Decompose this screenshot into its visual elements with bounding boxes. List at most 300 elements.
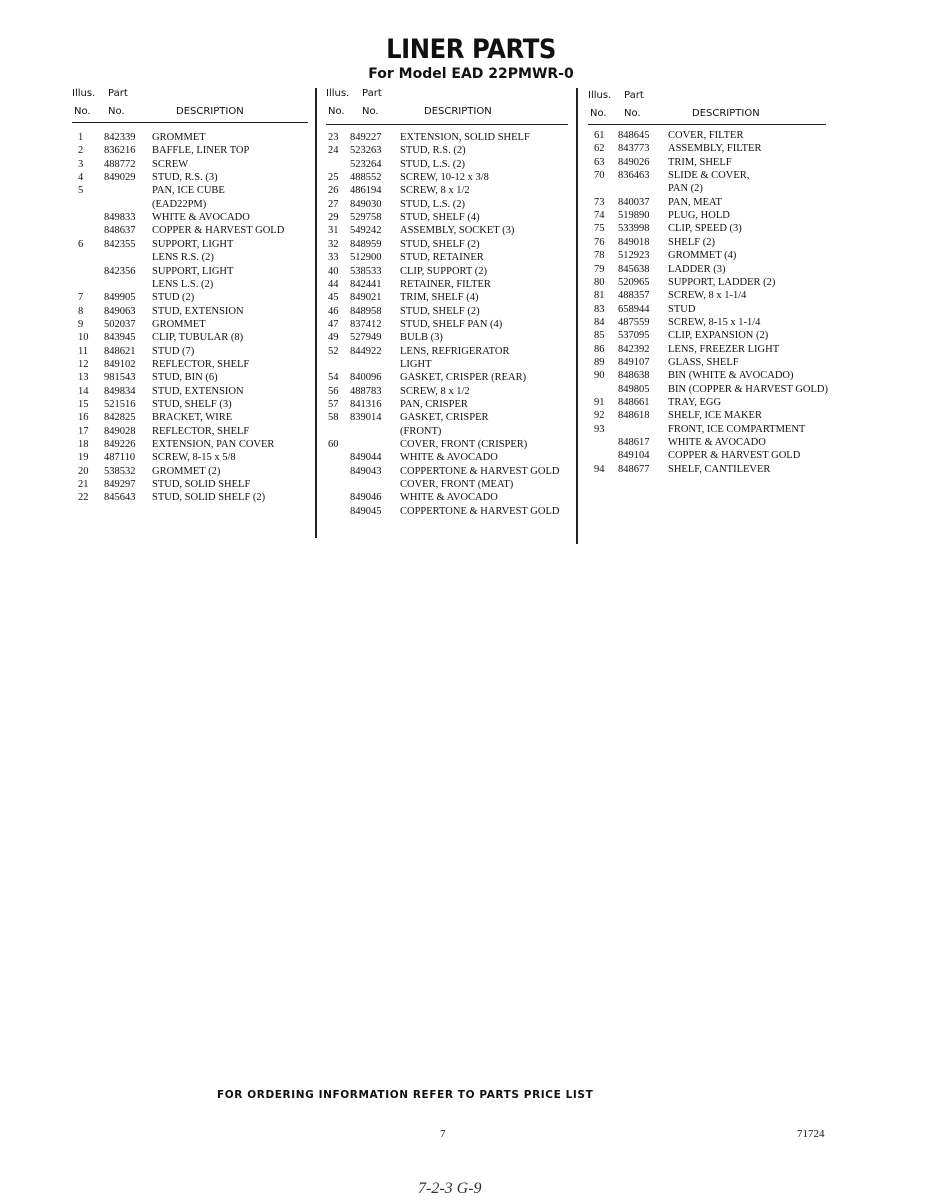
illus-number: 79 [594, 263, 605, 275]
illus-number: 9 [78, 318, 84, 330]
part-number: 849104 [618, 450, 650, 462]
part-number: 848638 [618, 370, 650, 382]
parts-row [326, 491, 598, 504]
ordering-info-note: FOR ORDERING INFORMATION REFER TO PARTS PRICE LIST [217, 1089, 594, 1101]
part-number: 848677 [618, 463, 650, 475]
part-description: SCREW, 8 x 1/2 [400, 185, 470, 197]
parts-row [72, 451, 338, 464]
parts-row [326, 425, 598, 438]
parts-row [326, 238, 598, 251]
illus-number: 63 [594, 156, 605, 168]
illus-number: 16 [78, 412, 89, 424]
illus-number: 92 [594, 410, 605, 422]
part-description: TRIM, SHELF (4) [400, 292, 479, 304]
part-description: WHITE & AVOCADO [668, 437, 766, 449]
part-number: 848958 [350, 305, 382, 317]
part-description: BULB (3) [400, 332, 443, 344]
part-description: SCREW, 8 x 1-1/4 [668, 290, 747, 302]
part-number: 849021 [350, 292, 382, 304]
part-number: 549242 [350, 225, 382, 237]
part-number: 849297 [104, 479, 136, 491]
part-number: 840037 [618, 196, 650, 208]
parts-row [326, 265, 598, 278]
parts-row [72, 131, 338, 144]
part-description: SCREW, 8-15 x 1-1/4 [668, 316, 761, 328]
parts-row [326, 318, 598, 331]
part-number: 842339 [104, 132, 136, 143]
part-number: 523264 [350, 158, 382, 170]
parts-row [588, 463, 856, 476]
parts-row [72, 465, 338, 478]
part-description: STUD, SOLID SHELF (2) [152, 492, 266, 504]
parts-row [72, 491, 338, 504]
part-number: 849028 [104, 425, 136, 437]
parts-row [72, 411, 338, 424]
part-number: 849043 [350, 465, 382, 477]
parts-row [326, 371, 598, 384]
parts-row [72, 438, 338, 451]
parts-row [588, 236, 856, 249]
parts-row [72, 305, 338, 318]
illus-number: 27 [328, 198, 339, 210]
illus-number: 14 [78, 385, 89, 397]
parts-row [588, 356, 856, 369]
part-description: SHELF, ICE MAKER [668, 410, 762, 422]
parts-row [326, 224, 598, 237]
part-description: STUD, EXTENSION [152, 385, 244, 397]
illus-number: 6 [78, 238, 84, 250]
parts-row [588, 303, 856, 316]
part-number: 836216 [104, 145, 136, 157]
part-description: BRACKET, WIRE [152, 412, 233, 424]
part-description: REFLECTOR, SHELF [152, 358, 250, 370]
part-description: SCREW [152, 158, 189, 170]
part-description: BIN (COPPER & HARVEST GOLD) [668, 383, 828, 395]
parts-row [588, 436, 856, 449]
parts-row [326, 465, 598, 478]
illus-number: 86 [594, 343, 605, 355]
parts-row [326, 211, 598, 224]
parts-row [588, 209, 856, 222]
parts-row [72, 385, 338, 398]
illus-number: 76 [594, 236, 605, 248]
parts-row [588, 289, 856, 302]
part-number: 849833 [104, 212, 136, 224]
part-description: LENS, REFRIGERATOR [400, 345, 510, 357]
illus-number: 3 [78, 158, 84, 170]
illus-number: 23 [328, 132, 339, 143]
parts-row [588, 196, 856, 209]
part-number: 849227 [350, 132, 382, 143]
parts-row [326, 198, 598, 211]
part-description: CLIP, TUBULAR (8) [152, 332, 244, 344]
illus-number: 5 [78, 185, 84, 197]
part-description: FRONT, ICE COMPARTMENT [668, 423, 806, 435]
part-number: 849805 [618, 383, 650, 395]
part-description: LADDER (3) [668, 263, 726, 275]
part-number: 849026 [618, 156, 650, 168]
part-description: EXTENSION, PAN COVER [152, 439, 275, 451]
part-number: 538533 [350, 265, 382, 277]
part-description: STUD, R.S. (2) [400, 145, 466, 157]
part-description: COPPERTONE & HARVEST GOLD [400, 505, 560, 517]
illus-number: 85 [594, 330, 605, 342]
parts-row [326, 385, 598, 398]
part-description: (EAD22PM) [152, 198, 207, 210]
parts-row [588, 156, 856, 169]
part-number: 488783 [350, 385, 382, 397]
parts-row [588, 449, 856, 462]
part-description: SHELF, CANTILEVER [668, 463, 771, 475]
parts-row [326, 171, 598, 184]
part-number: 488772 [104, 158, 136, 170]
part-description: GLASS, SHELF [668, 356, 739, 368]
part-description: STUD, L.S. (2) [400, 158, 466, 170]
part-description: SLIDE & COVER, [668, 170, 750, 182]
parts-row [588, 222, 856, 235]
part-description: SCREW, 8-15 x 5/8 [152, 452, 236, 464]
part-number: 487559 [618, 316, 650, 328]
part-description: TRAY, EGG [668, 397, 722, 408]
illus-number: 17 [78, 425, 89, 437]
part-number: 836463 [618, 170, 650, 182]
parts-row [588, 369, 856, 382]
part-description: GROMMET [152, 132, 206, 143]
part-number: 842355 [104, 238, 136, 250]
parts-row [588, 343, 856, 356]
illus-number: 49 [328, 332, 339, 344]
part-description: LENS R.S. (2) [152, 252, 214, 264]
illus-number: 4 [78, 172, 84, 184]
part-description: STUD, R.S. (3) [152, 172, 218, 184]
part-description: (FRONT) [400, 425, 442, 437]
parts-row [588, 396, 856, 409]
illus-number: 81 [594, 290, 605, 302]
part-description: STUD, SHELF PAN (4) [400, 318, 503, 330]
parts-row [72, 184, 338, 197]
header-illus-no: No. [590, 108, 607, 119]
part-description: ASSEMBLY, FILTER [668, 143, 762, 155]
part-number: 521516 [104, 399, 136, 410]
illus-number: 13 [78, 372, 89, 384]
header-underline [72, 122, 308, 123]
parts-row [326, 398, 598, 411]
header-part-label: Part [624, 90, 644, 101]
part-number: 842825 [104, 412, 136, 424]
illus-number: 78 [594, 250, 605, 262]
part-number: 487110 [104, 452, 136, 464]
part-number: 849834 [104, 385, 136, 397]
part-description: STUD, SOLID SHELF [152, 479, 251, 491]
part-description: STUD, SHELF (3) [152, 399, 232, 410]
part-description: GROMMET (2) [152, 465, 221, 477]
parts-row [72, 425, 338, 438]
illus-number: 22 [78, 492, 89, 504]
part-number: 841316 [350, 399, 382, 410]
part-description: BAFFLE, LINER TOP [152, 145, 250, 157]
illus-number: 73 [594, 196, 605, 208]
illus-number: 10 [78, 332, 89, 344]
part-number: 849107 [618, 356, 650, 368]
header-illus-label: Illus. [326, 88, 350, 99]
illus-number: 33 [328, 252, 339, 264]
header-underline [326, 124, 568, 125]
part-description: COVER, FRONT (MEAT) [400, 479, 514, 491]
illus-number: 94 [594, 463, 605, 475]
parts-row [72, 211, 338, 224]
part-number: 981543 [104, 372, 136, 384]
parts-row [326, 131, 598, 144]
part-number: 845643 [104, 492, 136, 504]
part-description: LIGHT [400, 358, 432, 370]
illus-number: 60 [328, 439, 339, 451]
part-description: CLIP, EXPANSION (2) [668, 330, 769, 342]
page-title: LINER PARTS [386, 34, 556, 65]
part-number: 849063 [104, 305, 136, 317]
parts-row [72, 398, 338, 411]
illus-number: 84 [594, 316, 605, 328]
part-description: LENS, FREEZER LIGHT [668, 343, 780, 355]
illus-number: 57 [328, 399, 339, 410]
parts-row [588, 263, 856, 276]
part-description: SCREW, 8 x 1/2 [400, 385, 470, 397]
header-illus-label: Illus. [588, 90, 612, 101]
part-number: 488552 [350, 172, 382, 184]
parts-row [72, 144, 338, 157]
part-number: 840096 [350, 372, 382, 384]
parts-row [72, 278, 338, 291]
part-description: WHITE & AVOCADO [400, 492, 498, 504]
part-description: SUPPORT, LIGHT [152, 238, 234, 250]
part-number: 842392 [618, 343, 650, 355]
illus-number: 74 [594, 210, 605, 222]
part-number: 848618 [618, 410, 650, 422]
illus-number: 90 [594, 370, 605, 382]
parts-row [326, 331, 598, 344]
part-number: 512900 [350, 252, 382, 264]
part-number: 848959 [350, 238, 382, 250]
part-number: 849045 [350, 505, 382, 517]
part-number: 848637 [104, 225, 136, 237]
header-illus-label: Illus. [72, 88, 96, 99]
parts-row [72, 251, 338, 264]
part-number: 845638 [618, 263, 650, 275]
part-description: EXTENSION, SOLID SHELF [400, 132, 530, 143]
part-number: 849046 [350, 492, 382, 504]
part-description: BIN (WHITE & AVOCADO) [668, 370, 794, 382]
part-description: PLUG, HOLD [668, 210, 730, 222]
part-number: 533998 [618, 223, 650, 235]
part-description: ASSEMBLY, SOCKET (3) [400, 225, 515, 237]
header-part-label: Part [108, 88, 128, 99]
part-number: 849044 [350, 452, 382, 464]
parts-row [326, 251, 598, 264]
illus-number: 83 [594, 303, 605, 315]
part-description: GROMMET (4) [668, 250, 737, 262]
illus-number: 32 [328, 238, 339, 250]
part-description: WHITE & AVOCADO [152, 212, 250, 224]
part-number: 849030 [350, 198, 382, 210]
parts-row [588, 276, 856, 289]
parts-row [326, 438, 598, 451]
part-number: 529758 [350, 212, 382, 224]
header-underline [588, 124, 826, 125]
parts-row [588, 169, 856, 182]
part-description: STUD, SHELF (4) [400, 212, 480, 224]
illus-number: 29 [328, 212, 339, 224]
handwritten-note: 7-2-3 G-9 [418, 1180, 482, 1197]
part-number: 843773 [618, 143, 650, 155]
part-description: CLIP, SPEED (3) [668, 223, 742, 235]
illus-number: 1 [78, 132, 84, 143]
header-part-no: No. [624, 108, 641, 119]
part-number: 849018 [618, 236, 650, 248]
illus-number: 56 [328, 385, 339, 397]
parts-row [588, 142, 856, 155]
illus-number: 58 [328, 412, 339, 424]
part-description: STUD, SHELF (2) [400, 305, 480, 317]
part-number: 848621 [104, 345, 136, 357]
illus-number: 93 [594, 423, 605, 435]
parts-row [588, 383, 856, 396]
parts-row [326, 158, 598, 171]
part-description: STUD, L.S. (2) [400, 198, 466, 210]
part-number: 849102 [104, 358, 136, 370]
illus-number: 89 [594, 356, 605, 368]
part-number: 842356 [104, 265, 136, 277]
illus-number: 26 [328, 185, 339, 197]
header-description: DESCRIPTION [692, 108, 760, 119]
part-description: SUPPORT, LIGHT [152, 265, 234, 277]
illus-number: 62 [594, 143, 605, 155]
parts-row [72, 238, 338, 251]
part-number: 488357 [618, 290, 650, 302]
part-description: STUD (2) [152, 292, 195, 304]
part-number: 486194 [350, 185, 382, 197]
illus-number: 44 [328, 278, 339, 290]
header-description: DESCRIPTION [176, 106, 244, 117]
part-number: 848645 [618, 130, 650, 141]
part-description: PAN, ICE CUBE [152, 185, 225, 197]
header-part-label: Part [362, 88, 382, 99]
parts-row [326, 345, 598, 358]
parts-row [72, 345, 338, 358]
illus-number: 40 [328, 265, 339, 277]
part-description: COPPERTONE & HARVEST GOLD [400, 465, 560, 477]
illus-number: 61 [594, 130, 605, 141]
part-number: 658944 [618, 303, 650, 315]
part-description: STUD, SHELF (2) [400, 238, 480, 250]
part-description: COVER, FRONT (CRISPER) [400, 439, 528, 451]
part-description: PAN (2) [668, 183, 703, 195]
parts-row [72, 291, 338, 304]
illus-number: 31 [328, 225, 339, 237]
part-description: SHELF (2) [668, 236, 715, 248]
parts-row [72, 265, 338, 278]
parts-row [72, 358, 338, 371]
parts-row [326, 478, 598, 491]
part-number: 849029 [104, 172, 136, 184]
parts-row [72, 371, 338, 384]
document-code: 71724 [797, 1128, 825, 1140]
part-description: STUD (7) [152, 345, 195, 357]
parts-row [72, 158, 338, 171]
parts-row [588, 129, 856, 142]
part-number: 502037 [104, 318, 136, 330]
part-description: SUPPORT, LADDER (2) [668, 276, 776, 288]
part-description: STUD [668, 303, 696, 315]
parts-row [72, 318, 338, 331]
illus-number: 80 [594, 276, 605, 288]
illus-number: 75 [594, 223, 605, 235]
illus-number: 21 [78, 479, 89, 491]
illus-number: 70 [594, 170, 605, 182]
page-number: 7 [440, 1128, 446, 1140]
header-illus-no: No. [74, 106, 91, 117]
part-description: GASKET, CRISPER [400, 412, 489, 424]
part-number: 523263 [350, 145, 382, 157]
illus-number: 12 [78, 358, 89, 370]
part-number: 837412 [350, 318, 382, 330]
part-description: STUD, RETAINER [400, 252, 484, 264]
parts-row [588, 182, 856, 195]
parts-row [588, 423, 856, 436]
part-description: GROMMET [152, 318, 206, 330]
illus-number: 20 [78, 465, 89, 477]
part-number: 520965 [618, 276, 650, 288]
parts-row [326, 411, 598, 424]
header-part-no: No. [362, 106, 379, 117]
parts-row [588, 409, 856, 422]
illus-number: 15 [78, 399, 89, 410]
parts-row [72, 331, 338, 344]
parts-row [326, 291, 598, 304]
parts-row [72, 198, 338, 211]
part-description: PAN, CRISPER [400, 399, 468, 410]
part-number: 849226 [104, 439, 136, 451]
parts-row [588, 249, 856, 262]
parts-row [72, 171, 338, 184]
parts-row [326, 358, 598, 371]
part-description: CLIP, SUPPORT (2) [400, 265, 487, 277]
illus-number: 47 [328, 318, 339, 330]
illus-number: 19 [78, 452, 89, 464]
parts-row [326, 184, 598, 197]
parts-row [326, 305, 598, 318]
part-number: 538532 [104, 465, 136, 477]
illus-number: 11 [78, 345, 89, 357]
header-description: DESCRIPTION [424, 106, 492, 117]
illus-number: 52 [328, 345, 339, 357]
model-subtitle: For Model EAD 22PMWR-0 [368, 66, 574, 82]
part-number: 848661 [618, 397, 650, 408]
part-number: 849905 [104, 292, 136, 304]
illus-number: 46 [328, 305, 339, 317]
part-description: REFLECTOR, SHELF [152, 425, 250, 437]
part-description: WHITE & AVOCADO [400, 452, 498, 464]
illus-number: 24 [328, 145, 339, 157]
illus-number: 2 [78, 145, 84, 157]
header-illus-no: No. [328, 106, 345, 117]
part-description: TRIM, SHELF [668, 156, 732, 168]
part-description: SCREW, 10-12 x 3/8 [400, 172, 489, 184]
part-description: STUD, BIN (6) [152, 372, 218, 384]
part-number: 843945 [104, 332, 136, 344]
part-description: COPPER & HARVEST GOLD [668, 450, 801, 462]
header-part-no: No. [108, 106, 125, 117]
illus-number: 45 [328, 292, 339, 304]
parts-row [326, 278, 598, 291]
